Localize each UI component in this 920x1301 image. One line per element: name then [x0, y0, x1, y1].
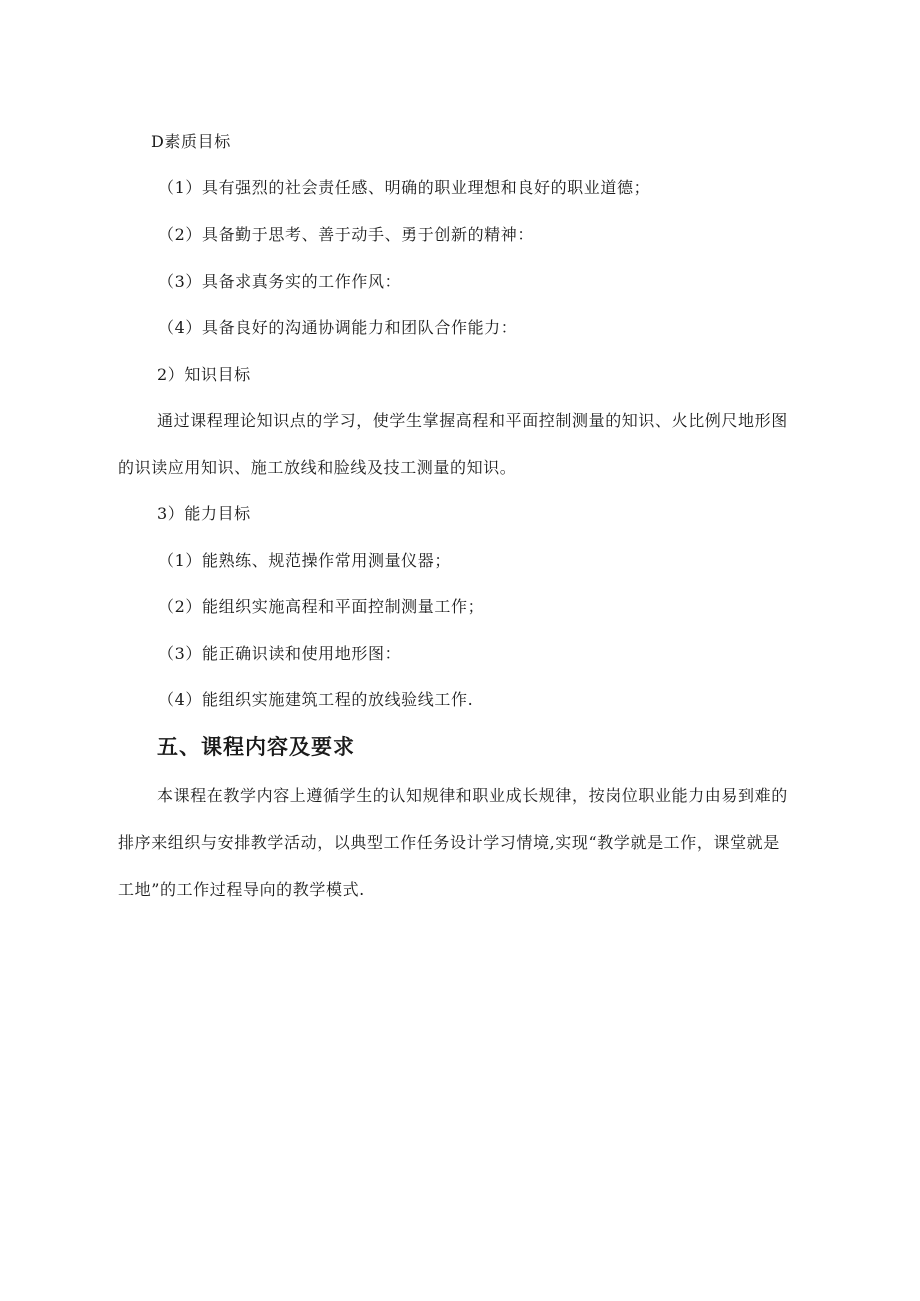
quality-item-4: （4）具备良好的沟通协调能力和团队合作能力： [158, 318, 518, 337]
quality-item-2: （2）具备勤于思考、善于动手、勇于创新的精神： [158, 225, 534, 244]
quality-item-3: （3）具备求真务实的工作作风： [158, 272, 402, 291]
chapter-heading: 五、课程内容及要求 [157, 735, 355, 759]
ability-item-4: （4）能组织实施建筑工程的放线验线工作. [158, 690, 474, 709]
quality-item-1: （1）具有强烈的社会责任感、明确的职业理想和良好的职业道德； [158, 178, 651, 197]
ability-item-2: （2）能组织实施高程和平面控制测量工作； [158, 597, 485, 616]
quality-goal-title: D素质目标 [151, 132, 231, 151]
knowledge-paragraph-line-2: 的识读应用知识、施工放线和脸线及技工测量的知识。 [118, 458, 517, 477]
chapter-paragraph-line-2: 排序来组织与安排教学活动，以典型工作任务设计学习情境,实现“教学就是工作，课堂就是 [118, 833, 780, 852]
chapter-paragraph-line-1: 本课程在教学内容上遵循学生的认知规律和职业成长规律，按岗位职业能力由易到难的 [157, 786, 788, 805]
knowledge-paragraph-line-1: 通过课程理论知识点的学习，使学生掌握高程和平面控制测量的知识、火比例尺地形图 [157, 411, 788, 430]
chapter-paragraph-line-3: 工地”的工作过程导向的教学模式. [118, 880, 365, 899]
ability-item-1: （1）能熟练、规范操作常用测量仪器； [158, 551, 451, 570]
knowledge-goal-title: 2）知识目标 [157, 365, 251, 384]
ability-goal-title: 3）能力目标 [157, 504, 251, 523]
ability-item-3: （3）能正确识读和使用地形图： [158, 644, 402, 663]
